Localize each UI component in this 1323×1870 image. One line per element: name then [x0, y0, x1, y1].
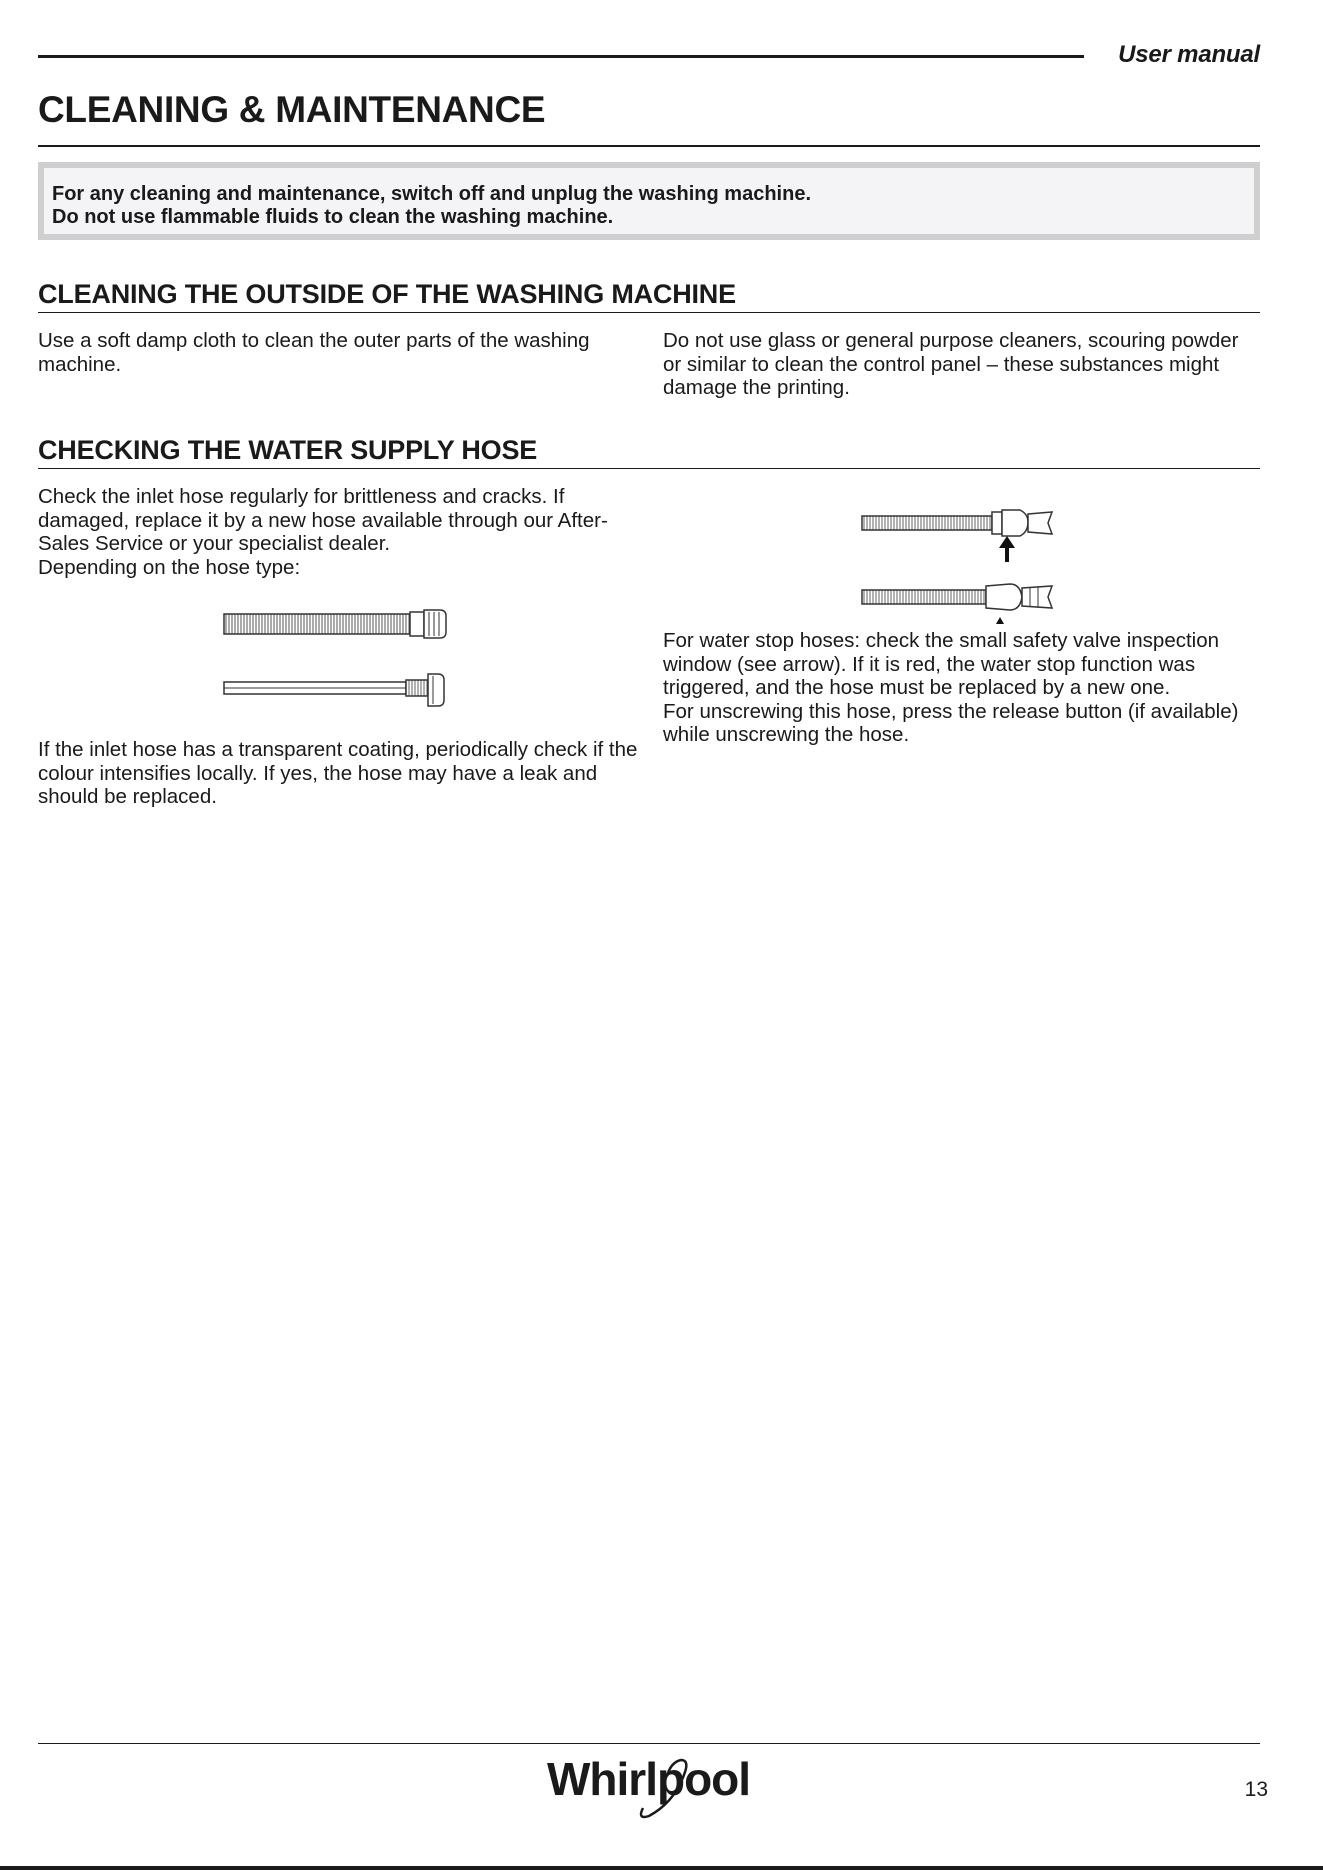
hose-left-text-bottom — [38, 738, 648, 809]
footer-rule — [38, 1743, 1260, 1744]
standard-hose-illustration — [222, 608, 454, 714]
outside-left-paragraph: Use a soft damp cloth to clean the outer parts of the washing machine. — [38, 329, 590, 376]
hose-left-paragraph-2: Depending on the hose type: — [38, 555, 301, 579]
header-rule — [38, 55, 1084, 58]
page-number: 13 — [1244, 1778, 1268, 1801]
hose-right-paragraph-1: For water stop hoses: check the small safety valve inspection window (see arrow). If it is red, the water stop function was triggered, and the hose must be replaced by a new one. — [663, 629, 1220, 699]
hose-left-text-top — [38, 485, 638, 579]
hose-left-paragraph-3: If the inlet hose has a transparent coating, periodically check if the colour intensifies locally. If yes, the hose may have a leak and should be replaced. — [38, 738, 638, 808]
warning-box — [38, 162, 1260, 240]
section-rule-outside — [38, 312, 1260, 313]
page-title: CLEANING & MAINTENANCE — [38, 89, 546, 130]
logo-text: Whirlpool — [547, 1753, 751, 1805]
outside-right-text — [663, 329, 1253, 400]
title-rule — [38, 145, 1260, 147]
hose-right-text — [663, 629, 1263, 747]
hose-right-paragraph-2: For unscrewing this hose, press the release button (if available) while unscrewing the hose. — [663, 699, 1239, 746]
outside-left-text — [38, 329, 638, 376]
section-title-hose: CHECKING THE WATER SUPPLY HOSE — [38, 435, 538, 465]
header-label: User manual — [1118, 41, 1260, 68]
warning-line-2: Do not use flammable fluids to clean the washing machine. — [52, 206, 614, 228]
water-stop-hose-illustration — [860, 506, 1060, 626]
section-title-outside: CLEANING THE OUTSIDE OF THE WASHING MACHINE — [38, 279, 736, 309]
warning-line-1: For any cleaning and maintenance, switch off and unplug the washing machine. — [52, 183, 811, 205]
outside-right-paragraph: Do not use glass or general purpose cleaners, scouring powder or similar to clean the control panel – these substances might damage the printing. — [663, 329, 1239, 399]
hose-left-paragraph-1: Check the inlet hose regularly for brittleness and cracks. If damaged, replace it by a new hose available through our After-Sales Service or your specialist dealer. — [38, 485, 608, 555]
whirlpool-logo — [545, 1750, 755, 1820]
section-rule-hose — [38, 468, 1260, 469]
bottom-bar — [0, 1866, 1323, 1870]
